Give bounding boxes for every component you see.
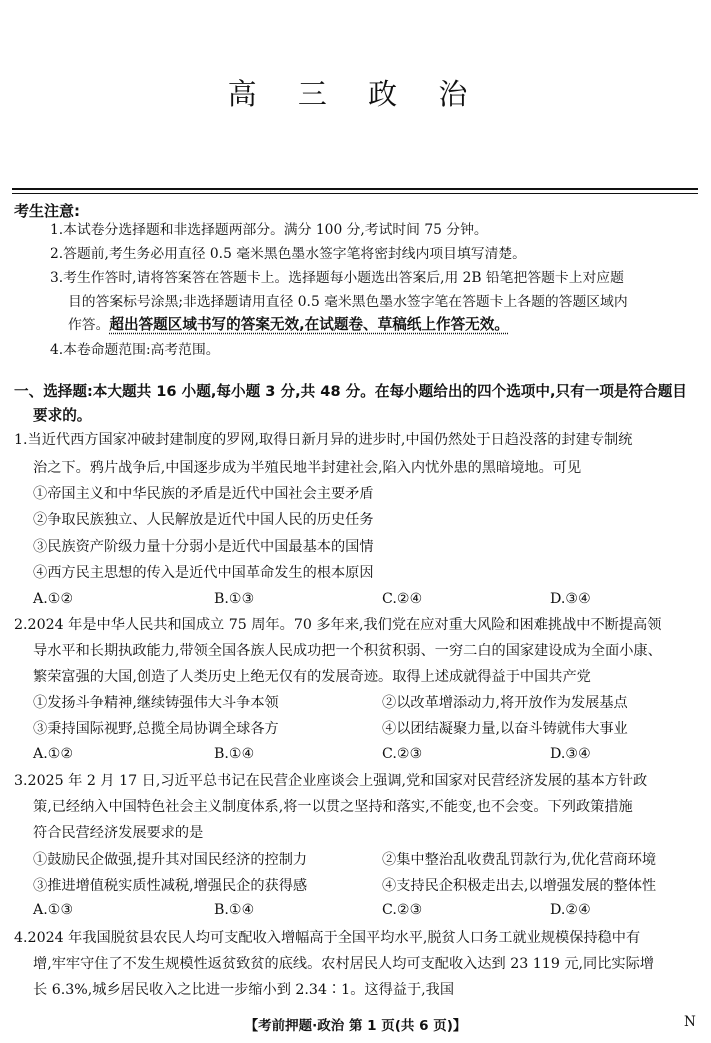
question-stem: 1.当近代西方国家冲破封建制度的罗网,取得日新月异的进步时,中国仍然处于日趋没落的封建专制统 xyxy=(14,432,633,448)
answer-choice-a: A.①② xyxy=(33,591,74,607)
section-heading-cont: 要求的。 xyxy=(33,407,92,424)
statement-option: ②以改革增添动力,将开放作为发展基点 xyxy=(382,695,628,711)
answer-choice-b: B.①③ xyxy=(214,591,255,607)
notice-item: 目的答案标号涂黑;非选择题请用直径 0.5 毫米黑色墨水签字笔在答题卡上各题的答题区域内 xyxy=(68,294,628,310)
question-stem: 繁荣富强的大国,创造了人类历史上绝无仅有的发展奇迹。取得上述成就得益于中国共产党 xyxy=(33,669,591,685)
statement-option: ④西方民主思想的传入是近代中国革命发生的根本原因 xyxy=(33,565,374,581)
statement-option: ②争取民族独立、人民解放是近代中国人民的历史任务 xyxy=(33,512,374,528)
header-divider-thin xyxy=(12,193,698,194)
answer-choice-a: A.①③ xyxy=(33,902,74,918)
answer-choice-d: D.②④ xyxy=(550,902,591,918)
header-divider-thick xyxy=(12,188,698,190)
notice-item: 1.本试卷分选择题和非选择题两部分。满分 100 分,考试时间 75 分钟。 xyxy=(50,222,488,238)
notice-item: 3.考生作答时,请将答案答在答题卡上。选择题每小题选出答案后,用 2B 铅笔把答题卡上对应题 xyxy=(50,270,624,286)
paper-code: N xyxy=(684,1014,696,1030)
question-stem: 3.2025 年 2 月 17 日,习近平总书记在民营企业座谈会上强调,党和国家对民营经济发展的基本方针政 xyxy=(14,773,648,789)
question-stem: 策,已经纳入中国特色社会主义制度体系,将一以贯之坚持和落实,不能变,也不会变。下列政策措施 xyxy=(33,799,633,815)
answer-choice-c: C.②③ xyxy=(382,746,423,762)
notice-item-with-emphasis xyxy=(68,315,509,335)
statement-option: ③秉持国际视野,总揽全局协调全球各方 xyxy=(33,721,279,737)
notice-item-prefix: 作答。 xyxy=(68,317,110,333)
statement-option: ①发扬斗争精神,继续铸强伟大斗争本领 xyxy=(33,695,279,711)
question-stem: 导水平和长期执政能力,带领全国各族人民成功把一个积贫积弱、一穷二白的国家建设成为全面小康、 xyxy=(33,643,662,659)
answer-choice-b: B.①④ xyxy=(214,902,255,918)
statement-option: ④以团结凝聚力量,以奋斗铸就伟大事业 xyxy=(382,721,628,737)
page-footer: 【考前押题·政治 第 1 页(共 6 页)】 xyxy=(244,1018,467,1034)
notice-heading: 考生注意: xyxy=(14,202,80,220)
question-stem: 4.2024 年我国脱贫县农民人均可支配收入增幅高于全国平均水平,脱贫人口务工就业规模保持稳中有 xyxy=(14,930,641,946)
statement-option: ④支持民企积极走出去,以增强发展的整体性 xyxy=(382,878,657,894)
statement-option: ③推进增值税实质性减税,增强民企的获得感 xyxy=(33,878,308,894)
page-title: 高 三 政 治 xyxy=(227,77,484,111)
question-stem: 增,牢牢守住了不发生规模性返贫致贫的底线。农村居民人均可支配收入达到 23 119 元,同比实际增 xyxy=(33,956,654,972)
question-stem: 长 6.3%,城乡居民收入之比进一步缩小到 2.34∶1。这得益于,我国 xyxy=(33,982,455,998)
answer-choice-c: C.②④ xyxy=(382,591,423,607)
answer-choice-d: D.③④ xyxy=(550,591,591,607)
statement-option: ①帝国主义和中华民族的矛盾是近代中国社会主要矛盾 xyxy=(33,486,374,502)
question-stem: 符合民营经济发展要求的是 xyxy=(33,825,204,841)
statement-option: ①鼓励民企做强,提升其对国民经济的控制力 xyxy=(33,852,308,868)
question-stem: 治之下。鸦片战争后,中国逐步成为半殖民地半封建社会,陷入内忧外患的黑暗境地。可见 xyxy=(33,460,582,476)
notice-item: 4.本卷命题范围:高考范围。 xyxy=(50,342,220,358)
answer-choice-b: B.①④ xyxy=(214,746,255,762)
section-heading: 一、选择题:本大题共 16 小题,每小题 3 分,共 48 分。在每小题给出的四个选项中,只有一项是符合题目 xyxy=(14,383,687,400)
answer-choice-c: C.②③ xyxy=(382,902,423,918)
answer-choice-d: D.③④ xyxy=(550,746,591,762)
statement-option: ②集中整治乱收费乱罚款行为,优化营商环境 xyxy=(382,852,657,868)
question-stem: 2.2024 年是中华人民共和国成立 75 周年。70 多年来,我们党在应对重大风险和困难挑战中不断提高领 xyxy=(14,617,662,633)
answer-choice-a: A.①② xyxy=(33,746,74,762)
notice-emphasis: 超出答题区域书写的答案无效,在试题卷、草稿纸上作答无效。 xyxy=(109,316,509,333)
statement-option: ③民族资产阶级力量十分弱小是近代中国最基本的国情 xyxy=(33,539,374,555)
notice-item: 2.答题前,考生务必用直径 0.5 毫米黑色墨水签字笔将密封线内项目填写清楚。 xyxy=(50,246,526,262)
